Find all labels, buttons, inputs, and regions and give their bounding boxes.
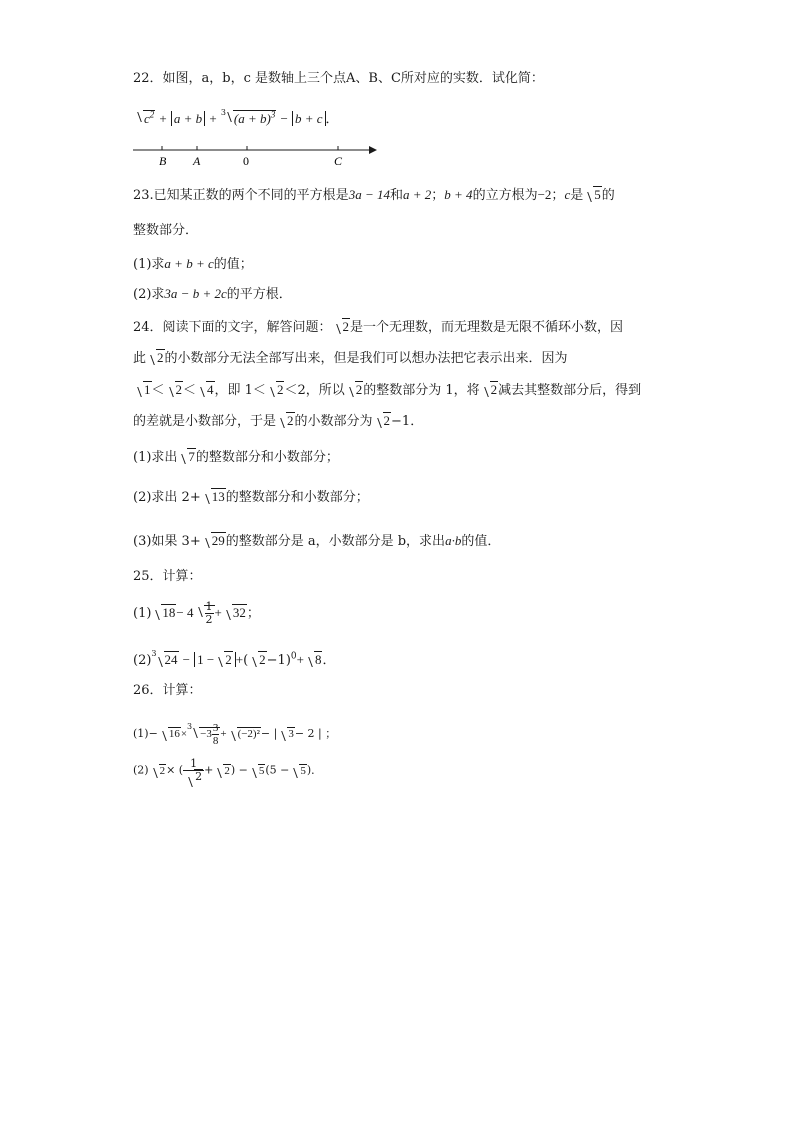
q24-line3: 1＜ 2＜ 4，即 1＜ 2＜2，所以 2的整数部分为 1，将 2减去其整数部分后，得到 (133, 381, 641, 400)
q24-sub2: (2)求出 2+ 13的整数部分和小数部分； (133, 489, 369, 505)
q24-line1: 24．阅读下面的文字，解答问题： 2是一个无理数，而无理数是无限不循环小数，因 (133, 319, 624, 335)
q22-expression: $c^2 + a + b + ^3$ $(a + b)^3 - b + c$ ． (133, 104, 339, 129)
numline-label-zero: 0 (243, 154, 249, 168)
q24-sub1: (1)求出 7的整数部分和小数部分； (133, 449, 339, 465)
q22-stem: 22．如图，a，b，c 是数轴上三个点A、B、C所对应的实数．试化简： (133, 71, 544, 86)
number-line (133, 140, 383, 170)
q25-sub1: (1) 18− 4 $\frac{1}{2}$ + 32； (133, 600, 260, 626)
q24-line4: 的差就是小数部分，于是 2的小数部分为 2−1． (133, 413, 424, 429)
q26-title: 26．计算： (133, 683, 202, 698)
q25-title: 25．计算： (133, 569, 202, 584)
numline-label-a: A (193, 154, 201, 168)
q24-line2: 此 2的小数部分无法全部写出来，但是我们可以想办法把它表示出来．因为 (133, 350, 568, 366)
q23-line1: 23.已知某正数的两个不同的平方根是3a − 14和a + 2；b + 4的立方根为−2；c是 5的 (133, 187, 615, 203)
q24-sub3: (3)如果 3+ 29的整数部分是 a，小数部分是 b，求出a·b的值． (133, 533, 501, 549)
numline-label-c: C (334, 154, 343, 168)
q26-sub1: (1)− 16×$^3$−3 $\frac{3}{8}$ + (−2)²− | 3− 2 | ； (133, 721, 337, 747)
q23-sub1: (1)求a + b + c的值； (133, 256, 253, 272)
q23-line2: 整数部分． (133, 223, 199, 238)
numline-label-b: B (159, 154, 167, 168)
q26-sub2: (2) 2× ( $\frac{1}{2}$ + 2) − 5(5 − 5)． (133, 757, 323, 783)
q25-sub2: $(2)^3$ 24 − 1 − 2 +( 2−1)$^0$+ 8． (133, 649, 336, 668)
q23-sub2: (2)求3a − b + 2c的平方根． (133, 286, 292, 302)
